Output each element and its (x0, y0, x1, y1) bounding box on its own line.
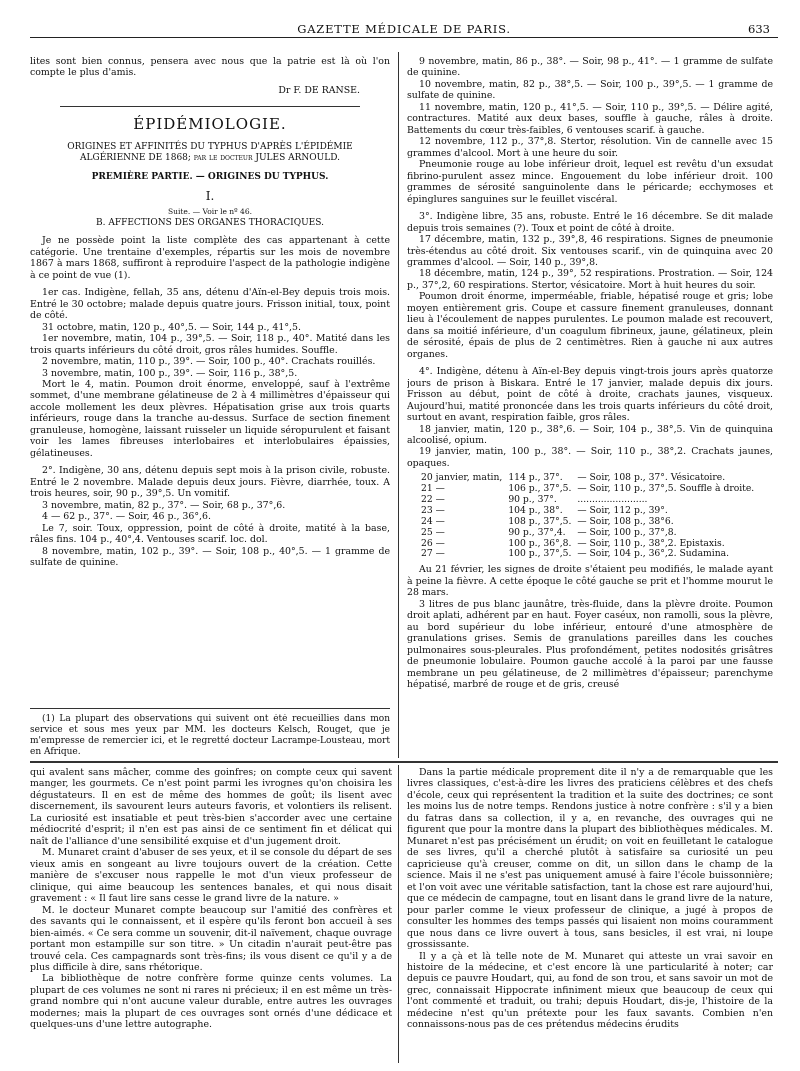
table-cell: 106 p., 37°,5. (508, 483, 572, 495)
paragraph: 18 janvier, matin, 120 p., 38°,6. — Soir, 104 p., 38°,5. Vin de quinquina alcoolisé, opium. (407, 423, 773, 446)
table-cell: 24 — (421, 515, 445, 527)
continuation-note: Suite. — Voir le nº 46. (168, 207, 252, 217)
paragraph: 18 décembre, matin, 124 p., 39°, 52 respirations. Prostration. — Soir, 124 p., 37°,2, 60 respirations. Stertor, vésicatoire. Mort à huit heures du soir. (407, 268, 773, 291)
table-cell: 20 janvier, matin, (421, 472, 503, 484)
paragraph: Il y a çà et là telle note de M. Munaret qui atteste un vrai savoir en histoire de la médecine, et c'est encore là une particularité à noter; car depuis ce pauvre Houdart, qui, au fond de son trou, et sans savoir un mot de grec, connaissait Hippocrate infiniment mieux que beaucoup de ceux qui l'ont commenté et traduit, ou trahi; depuis Houdart, dis-je, l'histoire de la médecine n'est qu'un prétexte pour les faux savants. Combien n'en connaissons-nous pas de ces prétendus médecins érudits (407, 950, 773, 1031)
temperature-table (421, 473, 760, 560)
paragraph: M. Munaret craint d'abuser de ses yeux, et il se console du départ de ses vieux amis en songeant au livre toujours ouvert de la création. Cette manière de s'excuser nous rappelle le mot d'un vieux professeur de clinique, qui aime beaucoup les sentences banales, et qui nous disait gravement : « Il faut lire sans cesse le grand livre de la nature. » (30, 847, 392, 905)
signature: Dr F. DE RANSE. (278, 84, 360, 96)
paragraph: 31 octobre, matin, 120 p., 40°,5. — Soir, 144 p., 41°,5. (42, 321, 301, 333)
paragraph: 3°. Indigène libre, 35 ans, robuste. Entré le 16 décembre. Se dit malade depuis trois semaines (?). Toux et point de côté à droite. (407, 211, 773, 234)
paragraph: Poumon droit énorme, imperméable, friable, hépatisé rouge et gris; lobe moyen entièrement gris. Coupe et cassure finement granuleuses, donnant lieu à l'écoulement de nappes purulentes. Le poumon malade est recouvert, dans sa moitié inférieure, d'un coagulum fibrineux, jaune, gélatineux, plein de sérosité, épais de plus de 2 centimètres. Rien à gauche ni aux autres organes. (407, 291, 773, 360)
paragraph: M. le docteur Munaret compte beaucoup sur l'amitié des confrères et des savants qui le connaissent, et il espère qu'ils feront bon accueil à ses bien-aimés. « Ce sera comme un souvenir, dit-il naïvement, chaque ouvrage portant mon estampille sur son titre. » Un citadin n'aurait peut-être pas trouvé cela. Ces campagnards sont très-fins; ils vous disent ce qu'il y a de plus difficile à dire, sans rhétorique. (30, 904, 392, 973)
paragraph: 11 novembre, matin, 120 p., 41°,5. — Soir, 110 p., 39°,5. — Délire agité, contractures. Matité aux deux bases, souffle à gauche, râles à droite. Battements du cœur très-faibles, 6 ventouses scarif. à gauche. (407, 101, 773, 136)
paragraph: 9 novembre, matin, 86 p., 38°. — Soir, 98 p., 41°. — 1 gramme de sulfate de quinine. (407, 56, 773, 79)
journal-title: GAZETTE MÉDICALE DE PARIS. (297, 22, 511, 36)
table-row (421, 528, 760, 539)
left-column (30, 56, 390, 706)
paragraph: 19 janvier, matin, 100 p., 38°. — Soir, 110 p., 38°,2. Crachats jaunes, opaques. (407, 446, 773, 469)
table-cell: 108 p., 37°,5. (508, 515, 572, 527)
table-cell: 22 — (421, 494, 445, 506)
table-cell: ........................ (577, 494, 648, 506)
feuilleton-rule (30, 761, 778, 763)
table-cell: 104 p., 38°. (508, 504, 563, 516)
footnote-text: (1) La plupart des observations qui suivent ont été recueillies dans mon service et sous mes yeux par MM. les docteurs Kelsch, Rouget, que je m'empresse de remercier ici, et le regretté docteur Lacrampe-Lousteau, mort en Afrique. (30, 714, 390, 757)
section-subtitle: ORIGINES ET AFFINITÉS DU TYPHUS D'APRÈS L'ÉPIDÉMIE ALGÉRIENNE DE 1868; par le docteur JULES ARNOULD. (67, 141, 353, 163)
paragraph: Au 21 février, les signes de droite s'étaient peu modifiés, le malade ayant à peine la fièvre. A cette époque le côté gauche se prit et l'homme mourut le 28 mars. (407, 564, 773, 599)
paragraph: La bibliothèque de notre confrère forme quinze cents volumes. La plupart de ces volumes ne sont ni rares ni précieux; il en est même un très-grand nombre qui n'ont aucune valeur durable, entre autres les ouvrages modernes; mais la plupart de ces ouvrages sont ornés d'une dédicace et quelques-uns d'une lettre autographe. (30, 973, 392, 1031)
paragraph: 1er cas. Indigène, fellah, 35 ans, détenu d'Aïn-el-Bey depuis trois mois. Entré le 30 octobre; malade depuis quatre jours. Frisson initial, toux, point de côté. (30, 287, 390, 322)
table-cell: 100 p., 37°,5. (508, 548, 572, 560)
paragraph: Le 7, soir. Toux, oppression, point de côté à droite, matité à la base, râles fins. 104 p., 40°,4. Ventouses scarif. loc. dol. (30, 522, 390, 546)
paragraph: 2°. Indigène, 30 ans, détenu depuis sept mois à la prison civile, robuste. Entré le 2 novembre. Malade depuis deux jours. Fièvre, diarrhée, toux. A trois heures, soir, 90 p., 39°,5. Un vomitif. (30, 465, 390, 500)
column-divider (398, 52, 399, 758)
paragraph: 10 novembre, matin, 82 p., 38°,5. — Soir, 100 p., 39°,5. — 1 gramme de sulfate de quinine. (407, 78, 773, 102)
table-cell: 90 p., 37°,4. (508, 526, 566, 538)
chapter-numeral: I. (205, 188, 215, 203)
paragraph: 8 novembre, matin, 102 p., 39°. — Soir, 108 p., 40°,5. — 1 gramme de sulfate de quinine. (30, 545, 390, 568)
table-row (421, 549, 760, 560)
table-cell: — Soir, 108 p., 38°6. (577, 515, 674, 527)
table-cell: 100 p., 36°,8. (508, 537, 572, 549)
table-cell: — Soir, 108 p., 37°. Vésicatoire. (577, 472, 726, 484)
subsection-heading: B. AFFECTIONS DES ORGANES THORACIQUES. (96, 218, 324, 229)
page-header (30, 22, 778, 38)
column-divider (398, 765, 399, 1063)
feuilleton-right (407, 767, 773, 1063)
table-cell: 26 — (421, 537, 445, 549)
divider (60, 106, 360, 107)
table-cell: 27 — (421, 548, 445, 560)
paragraph: Mort le 4, matin. Poumon droit énorme, enveloppé, sauf à l'extrême sommet, d'une membrane gélatineuse de 2 à 4 millimètres d'épaisseur qui accole mollement les deux plèvres. Hépatisation grise aux trois quarts inférieurs, rouge dans la tranche au-dessus. Surface de section finement granuleuse, homogène, laissant ruisseler un liquide séropurulent et faisant voir les lames fibreuses interlobaires et interlobulaires épaissies, gélatineuses. (30, 378, 390, 459)
page-number: 633 (748, 22, 770, 36)
paragraph: Dans la partie médicale proprement dite il n'y a de remarquable que les livres classiques, c'est-à-dire les livres des praticiens célèbres et des chefs d'école, ceux qui représentent la tradition et la suite des doctrines; ce sont les moins lus de notre temps. Rendons justice à notre confrère : s'il y a bien du fatras dans sa collection, il y a, en revanche, des ouvrages qui ne figurent que pour la montre dans la plupart des bibliothèques médicales. M. Munaret n'est pas précisément un érudit; on voit en feuilletant le catalogue de ses livres, qu'il a cherché plutôt à satisfaire sa curiosité un peu capricieuse qu'à creuser, comme on dit, un sillon dans le champ de la science. Mais il ne s'est pas uniquement amusé à faire l'école buissonnière; et l'on voit avec une véritable satisfaction, tant la chose est rare aujourd'hui, que ce médecin de campagne, tout en lisant dans le grand livre de la nature, pour parler comme le vieux professeur de clinique, a jugé à propos de consulter les hommes des temps passés qui lisaient non moins couramment que nous dans ce livre ouvert à tous, sans besicles, il est vrai, ni loupe grossissante. (407, 767, 773, 951)
footnote-rule (30, 708, 390, 709)
paragraph: 3 litres de pus blanc jaunâtre, très-fluide, dans la plèvre droite. Poumon droit aplati, adhérent par en haut. Foyer caséux, non ramolli, sous la plèvre, au bord supérieur du lobe inférieur, entouré d'une atmosphère de granulations grises. Semis de granulations pareilles dans les couches pulmonaires sous-pleurales. Plus profondément, petites nodosités grisâtres de pneumonie lobulaire. Poumon gauche accolé à la paroi par une fausse membrane un peu gélatineuse, de 2 millimètres d'épaisseur; parenchyme hépatisé, marbré de rouge et de gris, creusé (407, 598, 773, 690)
table-cell: 90 p., 37°. (508, 494, 557, 506)
table-cell: 21 — (421, 483, 445, 495)
paragraph: 4°. Indigène, détenu à Aïn-el-Bey depuis vingt-trois jours après quatorze jours de prison à Biskara. Entré le 17 janvier, malade depuis dix jours. Frisson au début, point de côté à droite, crachats jaunes, visqueux. Aujourd'hui, matité prononcée dans les trois quarts inférieurs du côté droit, surtout en avant, respiration faible, gros râles. (407, 366, 773, 424)
paragraph: qui avalent sans mâcher, comme des goinfres; on compte ceux qui savent manger, les gourmets. Ce n'est point parmi les ivrognes qu'on choisira les dégustateurs. Il en est de même des hommes de goût; ils lisent avec discernement, ils savourent leurs auteurs favoris, et volontiers ils relisent. La curiosité est insatiable et peut très-bien s'accorder avec une certaine médiocrité d'esprit; il n'en est pas ainsi de ce sentiment fin et délicat qui naît de l'alliance d'une sensibilité exquise et d'un jugement droit. (30, 767, 392, 847)
paragraph: 4 — 62 p., 37°. — Soir, 46 p., 36°,6. (42, 511, 211, 523)
paragraph: 1er novembre, matin, 104 p., 39°,5. — Soir, 118 p., 40°. Matité dans les trois quarts inférieurs du côté droit, gros râles humides. Souffle. (30, 333, 390, 356)
table-cell: 25 — (421, 526, 445, 538)
paragraph: 3 novembre, matin, 82 p., 37°. — Soir, 68 p., 37°,6. (42, 499, 286, 511)
paragraph: 17 décembre, matin, 132 p., 39°,8, 46 respirations. Signes de pneumonie très-étendus au côté droit. Six ventouses scarif., vin de quinquina avec 20 grammes d'alcool. — Soir, 140 p., 39°,8. (407, 234, 773, 268)
paragraph: Je ne possède point la liste complète des cas appartenant à cette catégorie. Une trentaine d'exemples, répartis sur les mois de novembre 1867 à mars 1868, suffiront à reproduire l'aspect de la pathologie indigène à ce point de vue (1). (30, 235, 390, 281)
table-cell: — Soir, 104 p., 36°,2. Sudamina. (577, 548, 730, 560)
paragraph: 12 novembre, 112 p., 37°,8. Stertor, résolution. Vin de cannelle avec 15 grammes d'alcool. Mort à une heure du soir. (407, 136, 773, 159)
paragraph: Pneumonie rouge au lobe inférieur droit, lequel est revêtu d'un exsudat fibrino-purulent assez mince. Engouement du lobe inférieur droit. 100 grammes de sérosité sanguinolente dans le péricarde; ecchymoses et épinglures sanguines sur le feuillet viscéral. (407, 159, 773, 205)
table-cell: 114 p., 37°. (508, 472, 563, 484)
part-heading: PREMIÈRE PARTIE. — ORIGINES DU TYPHUS. (91, 171, 329, 182)
feuilleton-left (30, 767, 392, 1063)
paragraph: 2 novembre, matin, 110 p., 39°. — Soir, 100 p., 40°. Crachats rouillés. (42, 356, 376, 368)
table-cell: — Soir, 112 p., 39°. (577, 504, 668, 516)
paragraph: lites sont bien connus, pensera avec nous que la patrie est là où l'on compte le plus d'amis. (30, 56, 390, 79)
table-cell: — Soir, 110 p., 38°,2. Epistaxis. (577, 537, 725, 549)
right-column (407, 56, 773, 758)
section-title: ÉPIDÉMIOLOGIE. (133, 115, 287, 134)
paragraph: 3 novembre, matin, 100 p., 39°. — Soir, 116 p., 38°,5. (42, 367, 298, 379)
table-cell: — Soir, 100 p., 37°,8. (577, 526, 677, 538)
footnote (30, 714, 390, 758)
table-cell: 23 — (421, 504, 445, 516)
table-cell: — Soir, 110 p., 37°,5. Souffle à droite. (577, 483, 755, 495)
